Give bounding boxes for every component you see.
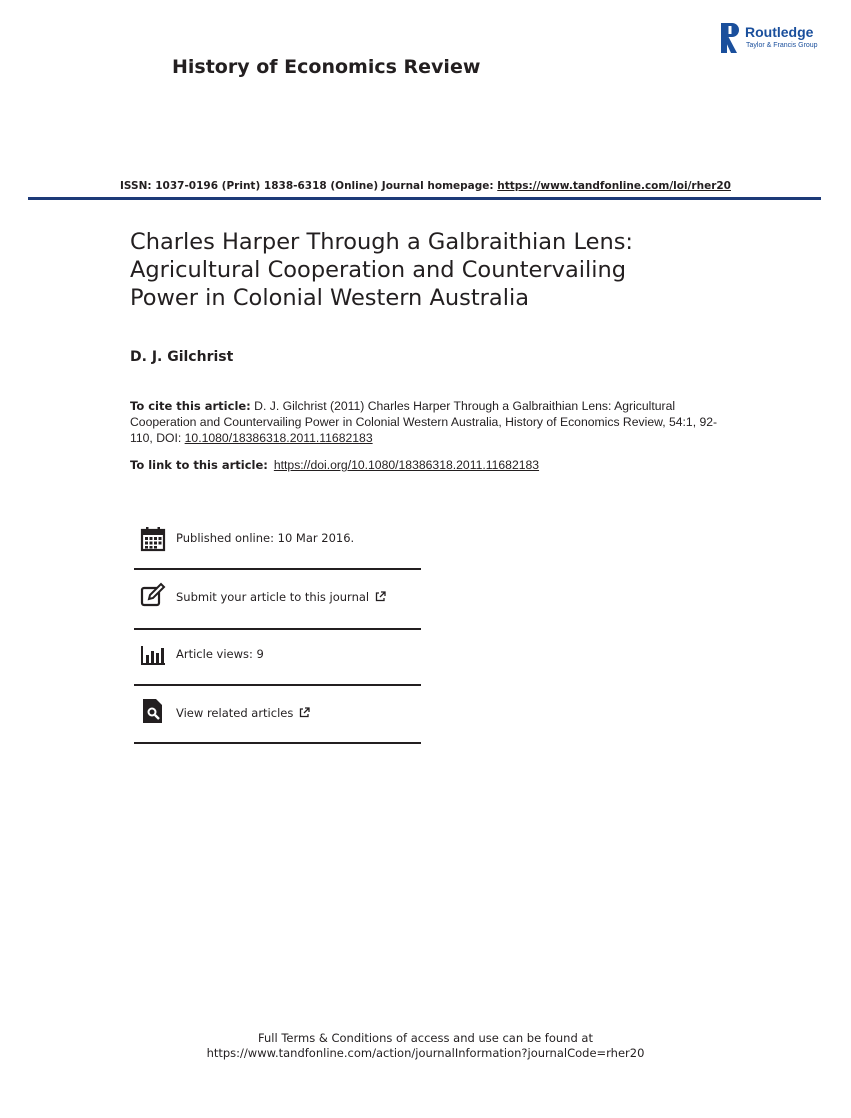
external-link-icon — [375, 591, 386, 602]
issn-line — [0, 180, 851, 192]
external-link-icon — [299, 707, 310, 718]
footer-terms-text: Full Terms & Conditions of access and use can be found at — [258, 1031, 593, 1045]
header-rule — [28, 197, 821, 200]
citation-text: D. J. Gilchrist (2011) Charles Harper Through a Galbraithian Lens: Agricultural Cooperation and Countervailing Power in Colonial Western Australia, History of Economics Review, 54:1, 92-110, DOI: — [130, 399, 718, 445]
article-views: Article views: 9 — [176, 647, 264, 661]
citation-label: To cite this article: — [130, 399, 251, 413]
journal-homepage-link[interactable]: https://www.tandfonline.com/loi/rher20 — [497, 180, 731, 192]
related-articles-link[interactable] — [176, 706, 310, 720]
article-title — [130, 228, 750, 312]
search-document-icon — [140, 698, 166, 724]
related-articles-label: View related articles — [176, 706, 294, 720]
article-info-box — [134, 514, 421, 744]
journal-title: History of Economics Review — [172, 56, 481, 78]
related-articles-row[interactable] — [134, 686, 421, 744]
routledge-logo-icon — [720, 22, 740, 54]
article-title-line: Charles Harper Through a Galbraithian Lens: — [130, 229, 634, 255]
routledge-logo[interactable] — [720, 22, 825, 56]
article-doi-url[interactable]: https://doi.org/10.1080/18386318.2011.11682183 — [273, 458, 540, 472]
calendar-icon — [140, 526, 166, 552]
edit-icon — [140, 582, 166, 608]
publisher-group: Taylor & Francis Group — [746, 42, 818, 49]
article-title-line: Agricultural Cooperation and Countervailing — [130, 257, 627, 283]
submit-article-link[interactable] — [176, 590, 386, 604]
bar-chart-icon — [140, 642, 166, 668]
article-link-line — [130, 458, 750, 472]
publisher-name: Routledge — [745, 24, 814, 40]
published-row — [134, 514, 421, 570]
footer-terms-link[interactable]: https://www.tandfonline.com/action/journalInformation?journalCode=rher20 — [206, 1046, 645, 1060]
article-title-line: Power in Colonial Western Australia — [130, 285, 529, 311]
author-name: D. J. Gilchrist — [130, 349, 234, 365]
citation-block — [130, 398, 730, 446]
submit-article-row[interactable] — [134, 570, 421, 630]
issn-text: ISSN: 1037-0196 (Print) 1838-6318 (Online) Journal homepage: — [120, 180, 498, 192]
published-date: Published online: 10 Mar 2016. — [176, 531, 355, 545]
article-views-row — [134, 630, 421, 686]
submit-article-label: Submit your article to this journal — [176, 590, 370, 604]
link-label: To link to this article: — [130, 458, 268, 472]
doi-link[interactable]: 10.1080/18386318.2011.11682183 — [184, 431, 373, 445]
footer — [0, 1031, 851, 1061]
